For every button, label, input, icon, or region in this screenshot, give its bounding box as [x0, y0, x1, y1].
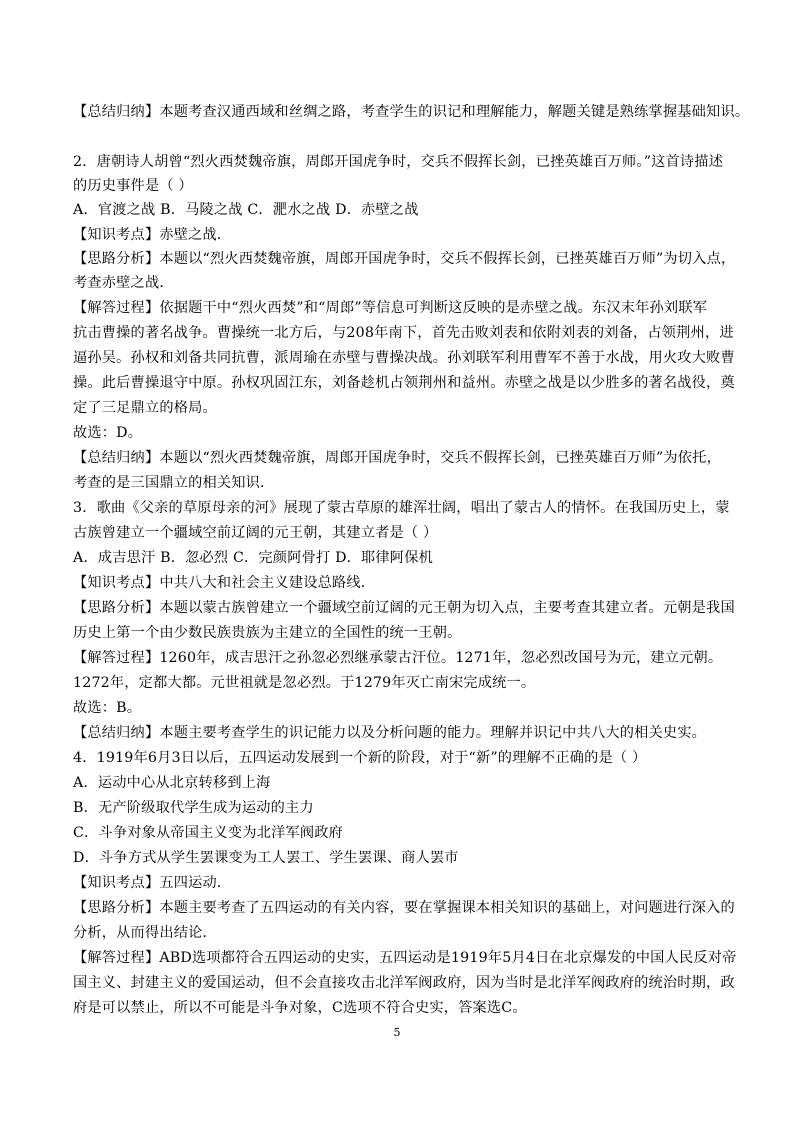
q3-analysis-line-1: 【思路分析】本题以蒙古族曾建立一个疆域空前辽阔的元王朝为切入点，主要考查其建立者。元朝是我国	[73, 600, 735, 616]
q3-options: A．成吉思汗 B．忽必烈 C．完颜阿骨打 D．耶律阿保机	[73, 550, 433, 566]
q1-summary: 【总结归纳】本题考查汉通西域和丝绸之路，考查学生的识记和理解能力，解题关键是熟练掌握基础知识。	[73, 104, 750, 120]
q2-process-line-4: 操。此后曹操退守中原。孙权巩固江东，刘备趁机占领荆州和益州。赤壁之战是以少胜多的著名战役，奠	[73, 375, 735, 391]
q2-process-line-2: 抗击曹操的著名战争。曹操统一北方后，与208年南下，首先击败刘表和依附刘表的刘备，占领荆州，进	[73, 325, 734, 341]
q2-process-line-5: 定了三足鼎立的格局。	[73, 400, 217, 416]
q3-answer: 故选：B。	[73, 700, 142, 716]
q4-process-line-2: 国主义、封建主义的爱国运动，但不会直接攻击北洋军阀政府，因为当时是北洋军阀政府的统治时期，政	[73, 975, 735, 991]
q4-knowledge: 【知识考点】五四运动．	[73, 875, 232, 891]
q2-analysis-line-1: 【思路分析】本题以“烈火西焚魏帝旗，周郎开国虎争时，交兵不假挥长剑，已挫英雄百万师”为切入点，	[73, 251, 736, 267]
page-number: 5	[393, 1026, 401, 1039]
q2-knowledge: 【知识考点】赤壁之战．	[73, 227, 232, 243]
q2-stem-line-1: 2．唐朝诗人胡曾“烈火西焚魏帝旗，周郎开国虎争时，交兵不假挥长剑，已挫英雄百万师。”这首诗描述	[73, 154, 724, 170]
q4-analysis-line-2: 分析，从而得出结论．	[73, 925, 217, 941]
q4-stem: 4．1919年6月3日以后，五四运动发展到一个新的阶段，对于“新”的理解不正确的是（ ）	[73, 750, 647, 766]
q3-process-line-2: 1272年，定都大都。元世祖就是忽必烈。于1279年灭亡南宋完成统一。	[73, 675, 536, 691]
q4-option-c: C．斗争对象从帝国主义变为北洋军阀政府	[73, 825, 344, 841]
q4-option-d: D．斗争方式从学生罢课变为工人罢工、学生罢课、商人罢市	[73, 850, 459, 866]
q3-stem-line-2: 古族曾建立一个疆域空前辽阔的元王朝，其建立者是（ ）	[73, 525, 438, 541]
q2-process-line-1: 【解答过程】依据题干中“烈火西焚”和“周郎”等信息可判断这反映的是赤壁之战。东汉末年孙刘联军	[73, 300, 708, 316]
q3-knowledge: 【知识考点】中共八大和社会主义建设总路线．	[73, 575, 376, 591]
q3-stem-line-1: 3．歌曲《父亲的草原母亲的河》展现了蒙古草原的雄浑壮阔，唱出了蒙古人的情怀。在我国历史上，蒙	[73, 500, 730, 516]
q2-answer: 故选：D。	[73, 425, 143, 441]
q4-analysis-line-1: 【思路分析】本题主要考查了五四运动的有关内容，要在掌握课本相关知识的基础上，对问题进行深入的	[73, 900, 735, 916]
q3-analysis-line-2: 历史上第一个由少数民族贵族为主建立的全国性的统一王朝。	[73, 625, 462, 641]
q2-summary-line-1: 【总结归纳】本题以“烈火西焚魏帝旗，周郎开国虎争时，交兵不假挥长剑，已挫英雄百万师”为依托，	[73, 450, 721, 466]
q4-process-line-3: 府是可以禁止，所以不可能是斗争对象，C选项不符合史实，答案选C。	[73, 1000, 527, 1016]
q2-process-line-3: 逼孙吴。孙权和刘备共同抗曹，派周瑜在赤壁与曹操决战。孙刘联军利用曹军不善于水战，用火攻大败曹	[73, 350, 735, 366]
q4-process-line-1: 【解答过程】ABD选项都符合五四运动的史实，五四运动是1919年5月4日在北京爆发的中国人民反对帝	[73, 950, 737, 966]
q2-stem-line-2: 的历史事件是（ ）	[73, 178, 193, 194]
q4-option-b: B．无产阶级取代学生成为运动的主力	[73, 800, 314, 816]
q2-summary-line-2: 考查的是三国鼎立的相关知识．	[73, 475, 275, 491]
q3-summary: 【总结归纳】本题主要考查学生的识记能力以及分析问题的能力。理解并识记中共八大的相关史实。	[73, 725, 707, 741]
q2-options: A．官渡之战 B．马陵之战 C．淝水之战 D．赤壁之战	[73, 202, 419, 218]
q3-process-line-1: 【解答过程】1260年，成吉思汗之孙忽必烈继承蒙古汗位。1271年，忽必烈改国号为元，建立元朝。	[73, 650, 723, 666]
q4-option-a: A．运动中心从北京转移到上海	[73, 775, 271, 791]
q2-analysis-line-2: 考查赤壁之战．	[73, 275, 174, 291]
